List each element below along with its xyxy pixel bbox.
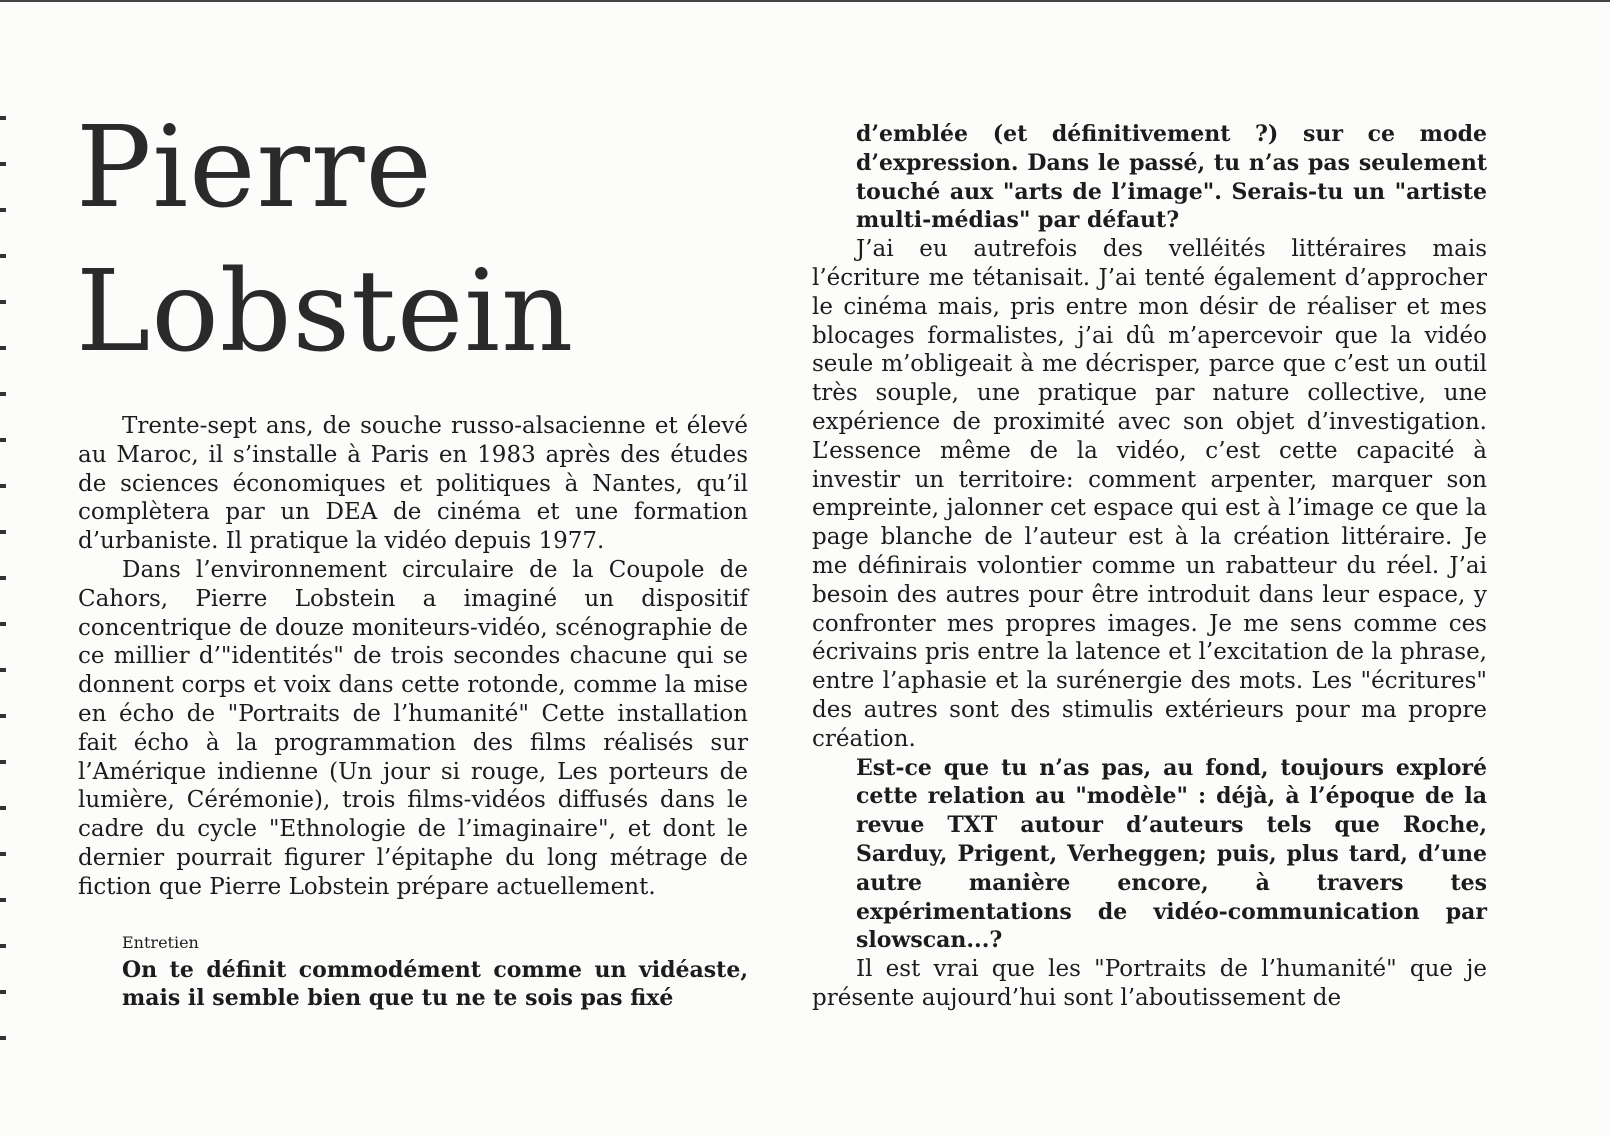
intro-paragraph-2: Dans l’environnement circulaire de la Coupole de Cahors, Pierre Lobstein a imaginé un dispositif concentrique de douze moniteurs-vidéo, scénographie de ce millier d’"identités" de trois secondes chacune qui se donnent corps et voix dans cette rotonde, comme la mise en écho de "Portraits de l’humanité" Cette installation fait écho à la programmation des films réalisés sur l’Amérique indienne (Un jour si rouge, Les porteurs de lumière, Cérémonie), trois films-vidéos diffusés dans le cadre du cycle "Ethnologie de l’imaginaire", et dont le dernier pourrait figurer l’épitaphe du long métrage de fiction que Pierre Lobstein prépare actuellement.: [78, 556, 748, 900]
right-column: [812, 120, 1487, 1013]
answer-2-start: Il est vrai que les "Portraits de l’humanité" que je présente aujourd’hui sont l’aboutissement de: [812, 956, 1487, 1011]
top-rule: [0, 0, 1610, 2]
left-margin-marks: [0, 80, 6, 1080]
article-title: [76, 96, 696, 384]
question-2: Est-ce que tu n’as pas, au fond, toujours exploré cette relation au "modèle" : déjà, à l’époque de la revue TXT autour d’auteurs tels que Roche, Sarduy, Prigent, Verheggen; puis, plus tard, d’une autre manière encore, à travers tes expérimentations de vidéo-communication par slowscan...?: [856, 754, 1487, 954]
answer-1: J’ai eu autrefois des velléités littéraires mais l’écriture me tétanisait. J’ai tenté également d’approcher le cinéma mais, pris entre mon désir de réaliser et mes blocages formalistes, j’ai dû m’apercevoir que la vidéo seule m’obligeait à me décrisper, parce que c’est un outil très souple, une pratique par nature collective, une expérience de proximité avec son objet d’investigation. L’essence même de la vidéo, c’est cette capacité à investir un territoire: comment arpenter, marquer son empreinte, jalonner cet espace qui est à l’image ce que la page blanche de l’auteur est à la création littéraire. Je me définirais volontier comme un rabatteur du réel. J’ai besoin des autres pour être introduit dans leur espace, y confronter mes propres images. Je me sens comme ces écrivains pris entre la latence et l’excitation de la phrase, entre l’aphasie et la surénergie des mots. Les "écritures" des autres sont des stimulis extérieurs pour ma propre création.: [812, 236, 1487, 752]
left-column: [78, 412, 748, 1013]
question-1-end: d’emblée (et définitivement ?) sur ce mode d’expression. Dans le passé, tu n’as pas seulement touché aux "arts de l’image". Serais-tu un "artiste multi-médias" par défaut?: [856, 121, 1487, 234]
title-last-name: Lobstein: [76, 247, 575, 377]
intro-paragraph-1: Trente-sept ans, de souche russo-alsacienne et élevé au Maroc, il s’installe à Paris en 1983 après des études de sciences économiques et politiques à Nantes, qu’il complètera par un DEA de cinéma et une formation d’urbaniste. Il pratique la vidéo depuis 1977.: [78, 413, 748, 555]
question-1-start: On te définit commodément comme un vidéaste, mais il semble bien que tu ne te sois pas fixé: [122, 956, 748, 1012]
title-first-name: Pierre: [76, 103, 433, 233]
interview-label: Entretien: [122, 932, 199, 952]
